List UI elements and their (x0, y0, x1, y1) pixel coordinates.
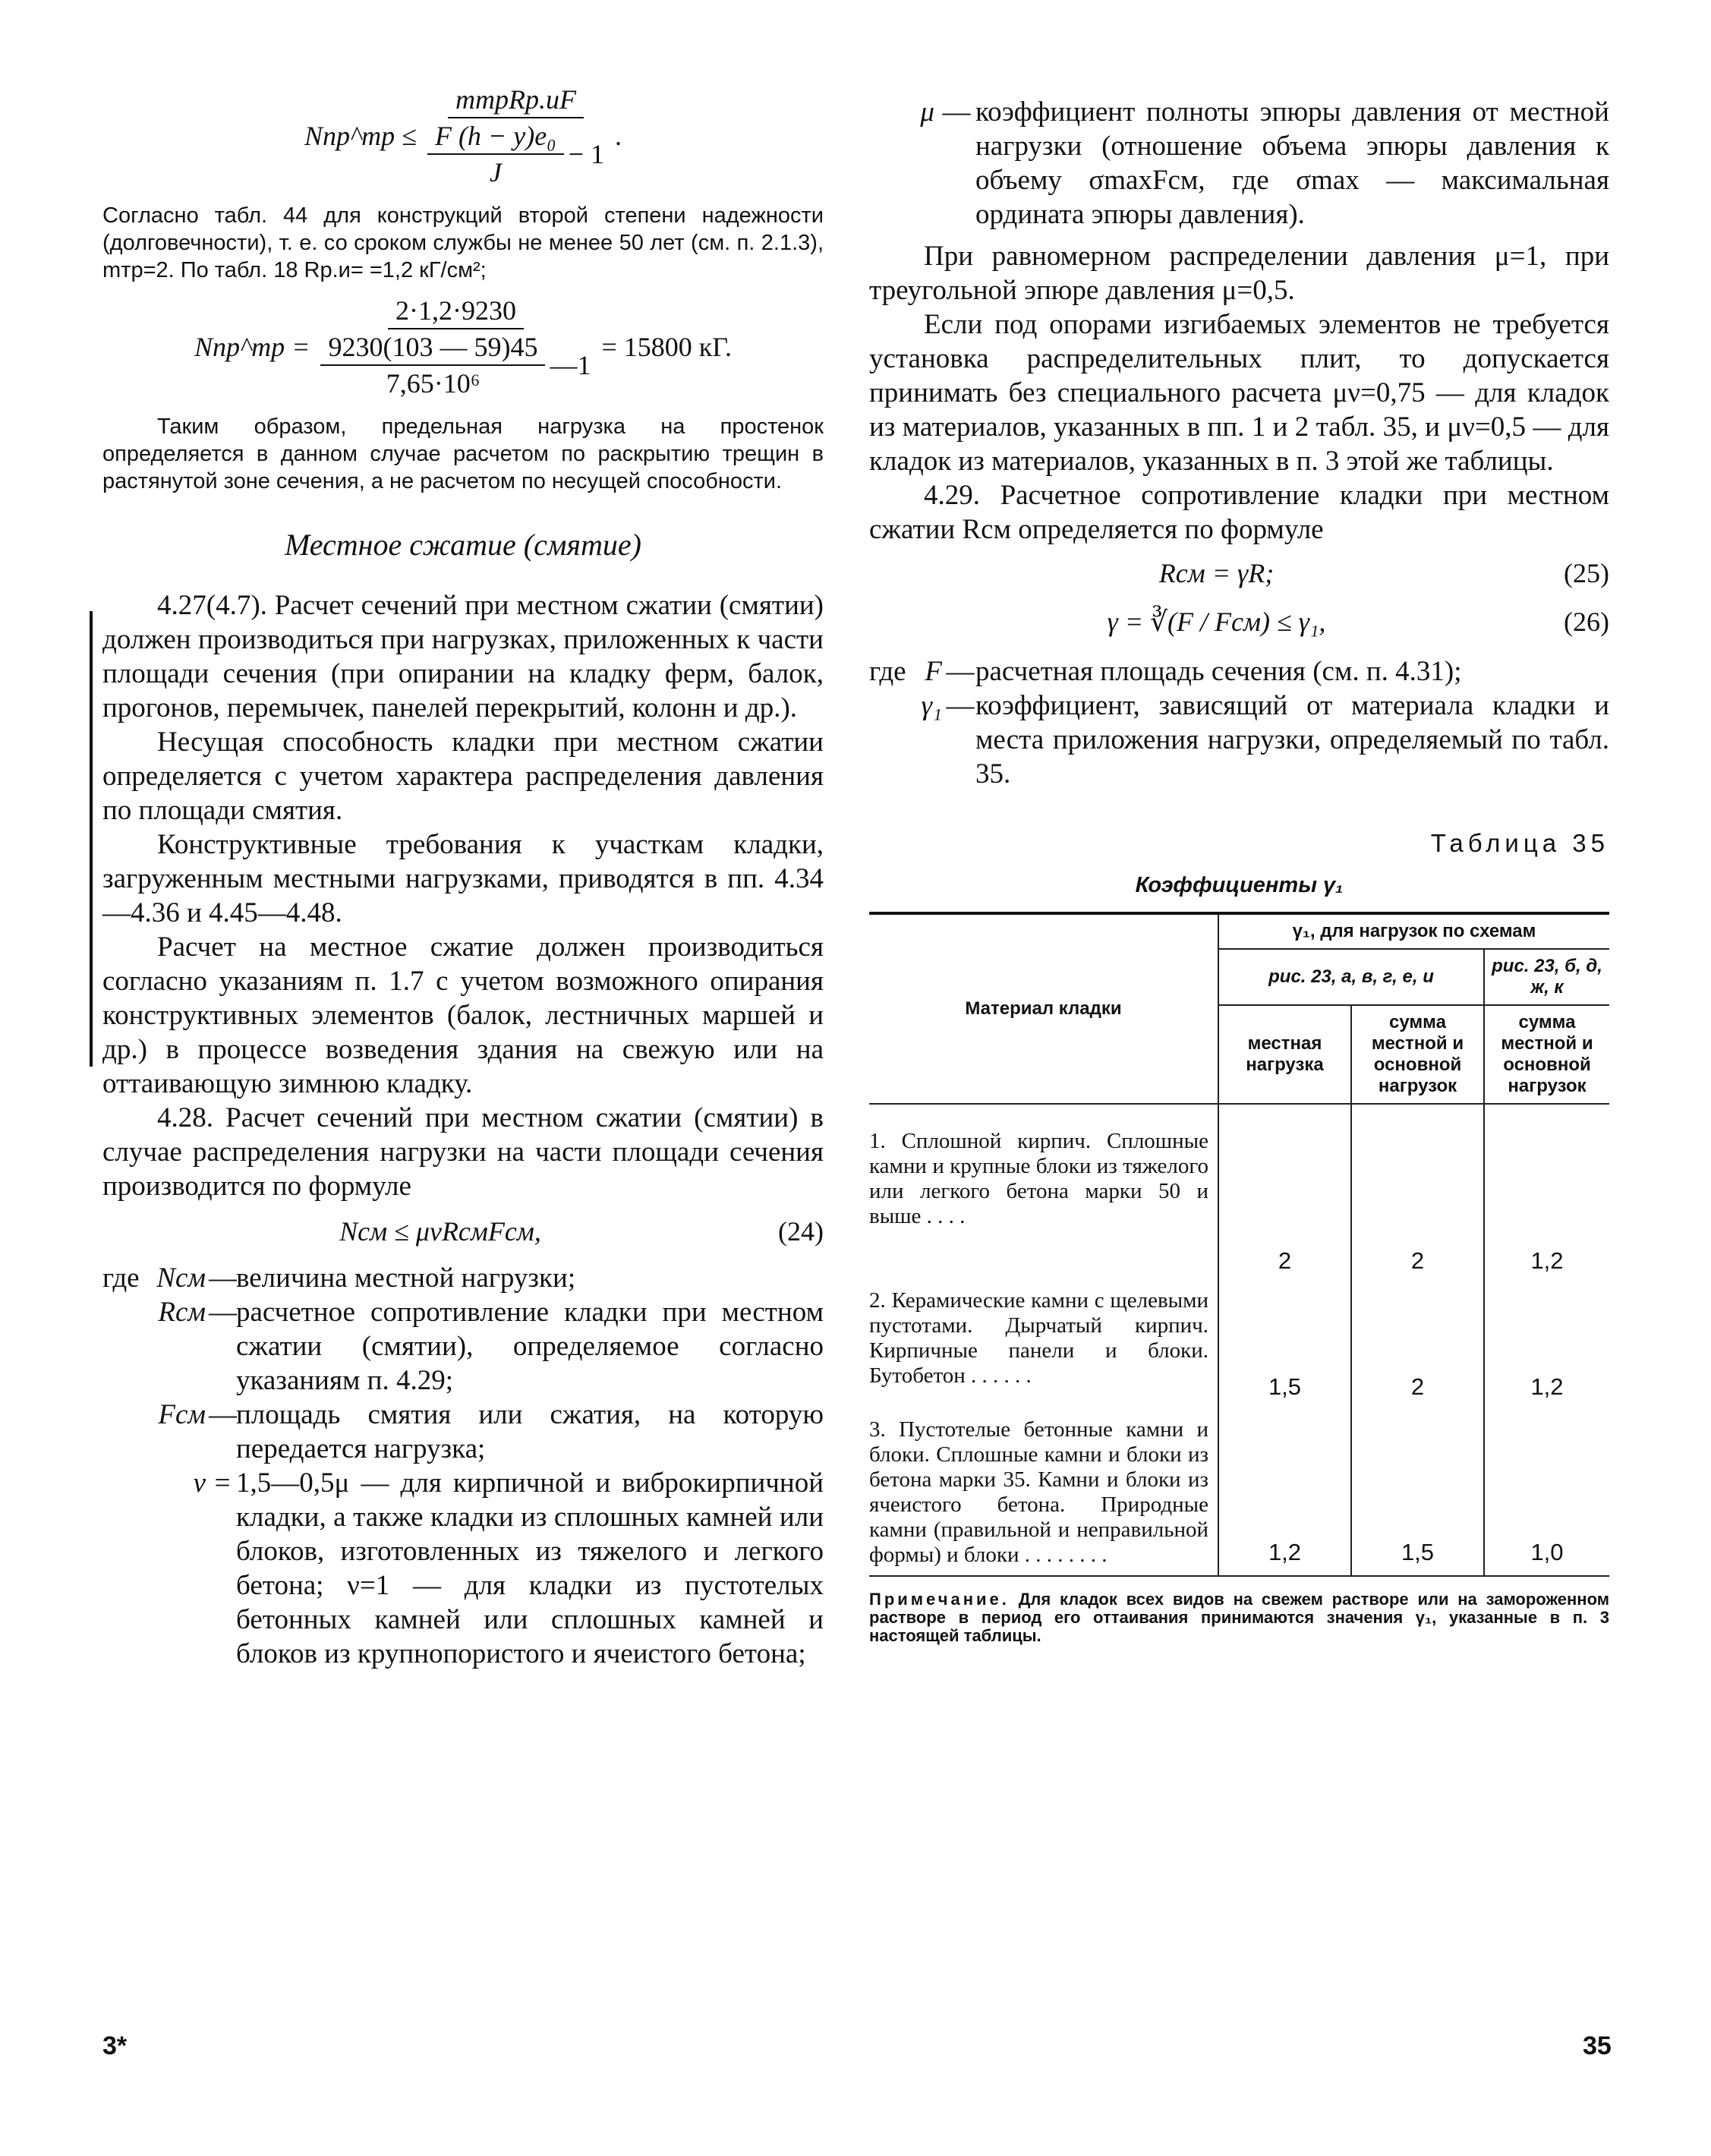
table-cell-value: 1,2 (1218, 1417, 1351, 1576)
table-number: Таблица 35 (1430, 829, 1609, 857)
table-cell-value: 2 (1351, 1104, 1484, 1288)
page-number: 35 (1583, 2031, 1612, 2060)
paragraph-conclusion: Таким образом, предельная нагрузка на простенок определяется в данном случае расчетом по раскрытию трещин в растянутой зоне сечения, а не расчетом по несущей способности. (102, 414, 824, 493)
definition-item: ν = 1,5—0,5μ — для кирпичной и виброкирпичной кладки, а также кладки из сплошных камней или блоков, изготовленных из тяжелого и легкого бетона; ν=1 — для кладки из пустотелых бетонных камней или сплошных камней и блоков из крупнопористого и ячеистого бетона; (193, 1467, 824, 1669)
right-column (869, 95, 1609, 1645)
formula-ntr-value: Nпр^тр = 2·1,2·9230 $\frac{9230(103 — 59)45}{\text{7,65·10⁶}}$ —1 = 15800 кГ. (194, 295, 733, 399)
equation-25: Rсм = γR; (25) (1158, 558, 1609, 588)
header-scheme-1: рис. 23, а, в, г, е, и (1218, 949, 1484, 1005)
left-column (102, 84, 824, 1671)
table-row (869, 1104, 1609, 1288)
header-material: Материал кладки (869, 913, 1218, 1104)
paragraph-local-compression-calc: Расчет на местное сжатие должен производиться согласно указаниям п. 1.7 с учетом возможного опирания конструктивных элементов (балок, лестничных маршей и др.) в процессе возведения здания на свежую или на оттаивающую зимнюю кладку. (102, 931, 824, 1099)
coefficients-table (869, 912, 1609, 1577)
definition-item: Fсм — площадь смятия или сжатия, на которую передается нагрузка; (158, 1399, 824, 1464)
symbol-definitions (102, 1261, 824, 1671)
section-heading: Местное сжатие (смятие) (285, 528, 641, 562)
margin-change-bar (90, 611, 93, 1067)
table-cell-material: 2. Керамические камни с щелевыми пустотами. Дырчатый кирпич. Кирпичные панели и блоки. Бутобетон . . . . . . (869, 1288, 1218, 1417)
table-note: Примечание. Для кладок всех видов на свежем растворе или на замороженном растворе в период его оттаивания принимаются значения γ₁, указанные в п. 3 настоящей таблицы. (869, 1590, 1609, 1645)
header-gamma-group: γ₁, для нагрузок по схемам (1218, 913, 1609, 949)
definition-item: Rсм — расчетное сопротивление кладки при местном сжатии (смятии), определяемое согласно указаниям п. 4.29; (158, 1297, 824, 1396)
paragraph-4-28: 4.28. Расчет сечений при местном сжатии (смятии) в случае распределения нагрузки на части площади сечения производится по формуле (102, 1102, 824, 1202)
table-header-row (869, 913, 1609, 949)
table-cell-value: 2 (1351, 1288, 1484, 1417)
definition-mu: μ — коэффициент полноты эпюры давления от местной нагрузки (отношение объема эпюры давления к объему σmaxFсм, где σmax — максимальная ордината эпюры давления). (920, 96, 1609, 230)
table-cell-material: 1. Сплошной кирпич. Сплошные камни и крупные блоки из тяжелого или легкого бетона марки 50 и выше . . . . (869, 1104, 1218, 1288)
paragraph-reliability: Согласно табл. 44 для конструкций второй степени надежности (долговечности), т. е. со сроком службы не менее 50 лет (см. п. 2.1.3), mтр=2. По табл. 18 Rр.и= =1,2 кГ/см²; (102, 203, 824, 282)
table-cell-value: 2 (1218, 1104, 1351, 1288)
header-local-load: местная нагрузка (1218, 1005, 1351, 1104)
table-caption: Коэффициенты γ₁ (1135, 873, 1344, 897)
equation-24: Nсм ≤ μνRсмFсм, (24) (339, 1216, 824, 1247)
header-sum-loads-1: сумма местной и основной нагрузок (1351, 1005, 1484, 1104)
definition-item: где F — расчетная площадь сечения (см. п. 4.31); (869, 656, 1462, 687)
definition-item: γ₁ — коэффициент, зависящий от материала кладки и места приложения нагрузки, определяемый по табл. 35. (921, 690, 1609, 790)
paragraph-uniform-pressure: При равномерном распределении давления μ=1, при треугольной эпюре давления μ=0,5. (869, 241, 1609, 306)
paragraph-constructive-requirements: Конструктивные требования к участкам кладки, загруженным местными нагрузками, приводятся в пп. 4.34—4.36 и 4.45—4.48. (102, 829, 824, 928)
header-sum-loads-2: сумма местной и основной нагрузок (1484, 1005, 1609, 1104)
table-cell-material: 3. Пустотелые бетонные камни и блоки. Сплошные камни и блоки из бетона марки 35. Камни и блоки из ячеистого бетона. Природные камни (правильной и неправильной формы) и блоки . . . . . . . . (869, 1417, 1218, 1576)
paragraph-4-27: 4.27(4.7). Расчет сечений при местном сжатии (смятии) должен производиться при нагрузках, приложенных к части площади сечения (при опирании на кладку ферм, балок, прогонов, перемычек, панелей перекрытий, колонн и др.). (102, 590, 824, 723)
table-cell-value: 1,2 (1484, 1288, 1609, 1417)
paragraph-bearing-capacity: Несущая способность кладки при местном сжатии определяется с учетом характера распределения давления по площади смятия. (102, 727, 824, 826)
table-row (869, 1417, 1609, 1576)
table-cell-value: 1,5 (1351, 1417, 1484, 1576)
equation-26: γ = ∛(F / Fсм) ≤ γ₁, (26) (1107, 607, 1609, 637)
symbol-definitions-right (869, 654, 1609, 791)
table-row (869, 1288, 1609, 1417)
paragraph-distribution-plates: Если под опорами изгибаемых элементов не требуется установка распределительных плит, то допускается принимать без специального расчета μν=0,75 — для кладок из материалов, указанных в пп. 1 и 2 табл. 35, и μν=0,5 — для кладок из материалов, указанных в п. 3 этой же таблицы. (869, 309, 1609, 477)
footer-signature-mark: 3* (102, 2031, 128, 2060)
table-cell-value: 1,2 (1484, 1104, 1609, 1288)
header-scheme-2: рис. 23, б, д, ж, к (1484, 949, 1609, 1005)
paragraph-4-29: 4.29. Расчетное сопротивление кладки при местном сжатии Rсм определяется по формуле (869, 480, 1609, 545)
table-cell-value: 1,5 (1218, 1288, 1351, 1417)
table-cell-value: 1,0 (1484, 1417, 1609, 1576)
definition-item: где Nсм — величина местной нагрузки; (102, 1262, 576, 1294)
formula-ntr-inequality: Nпр^тр ≤ mтрRр.иF $\frac{\text{F (h − y)e₀}}{J}$ − 1 . (304, 84, 622, 188)
